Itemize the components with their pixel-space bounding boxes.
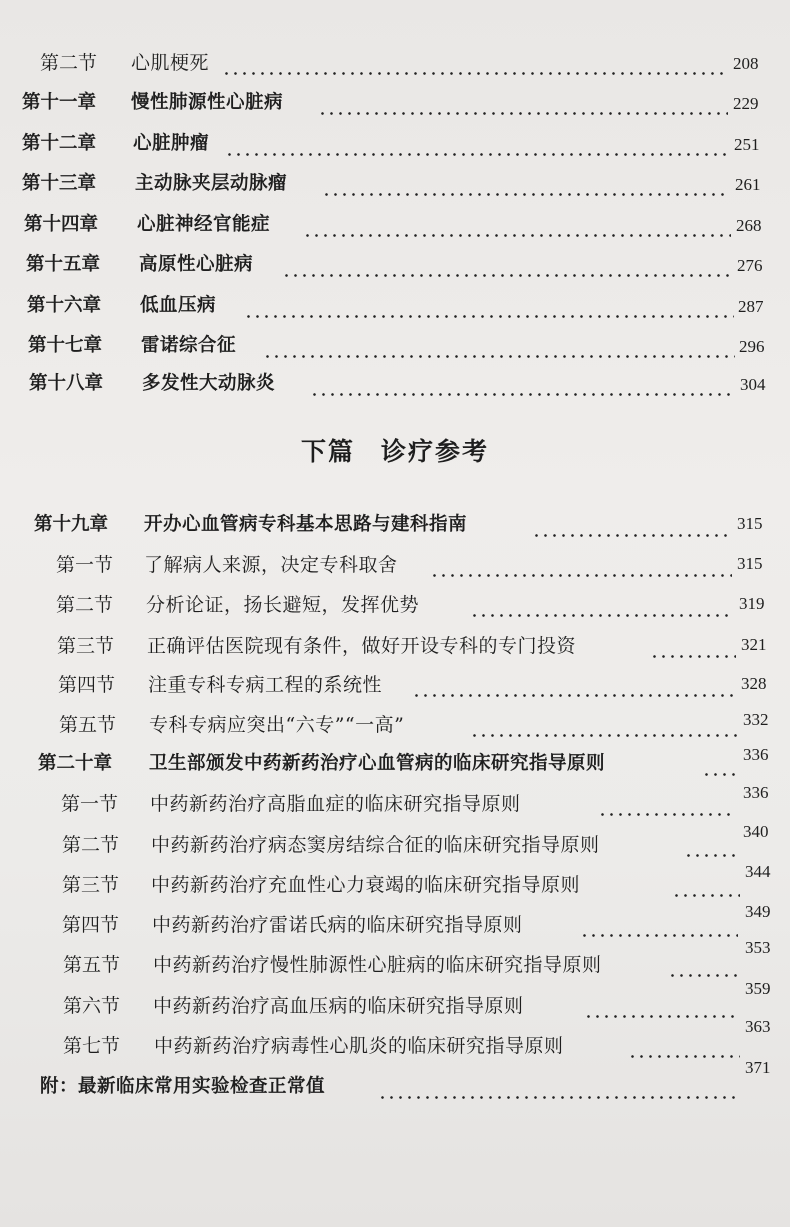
toc-entry: [0, 1017, 790, 1071]
entry-page: 208: [733, 54, 759, 73]
toc-entry: [0, 822, 790, 870]
leader-dots: [322, 193, 730, 196]
toc-entry: [0, 631, 790, 671]
entry-page: 344: [745, 862, 771, 881]
entry-number: 第三节: [57, 635, 115, 657]
entry-page: 287: [738, 297, 764, 316]
entry-page: 359: [745, 979, 771, 998]
entry-page: 319: [739, 594, 765, 613]
leader-dots: [318, 112, 728, 115]
entry-page: 304: [740, 375, 766, 394]
leader-dots: [412, 694, 736, 697]
toc-entry: [0, 331, 790, 371]
leader-dots: [684, 854, 738, 857]
entry-title: 分析论证，扬长避短，发挥优势: [146, 594, 420, 616]
entry-title: 心脏肿瘤: [133, 133, 210, 154]
leader-dots: [222, 72, 727, 75]
entry-number: 第四节: [62, 914, 120, 936]
toc-entry: [0, 169, 790, 209]
entry-page: 229: [733, 94, 759, 113]
entry-page: 371: [745, 1058, 771, 1077]
toc-entry: [0, 291, 790, 331]
entry-number: 第一节: [56, 554, 114, 576]
toc-entry: [0, 510, 790, 550]
toc-entry: [0, 48, 790, 88]
entry-page: 363: [745, 1017, 771, 1036]
entry-number: 第十一章: [22, 92, 97, 113]
entry-page: 261: [735, 175, 761, 194]
entry-number: 第四节: [58, 674, 116, 696]
leader-dots: [672, 894, 740, 897]
part-title: 诊疗参考: [381, 437, 490, 466]
entry-title: 中药新药治疗高血压病的临床研究指导原则: [153, 995, 524, 1017]
entry-page: 328: [741, 674, 767, 693]
entry-number: 第三节: [62, 874, 120, 896]
entry-number: 第五节: [59, 714, 117, 736]
entry-title: 多发性大动脉炎: [142, 373, 276, 394]
entry-title: 中药新药治疗雷诺氏病的临床研究指导原则: [152, 914, 523, 936]
entry-number: 第二十章: [38, 753, 113, 774]
entry-page: 353: [745, 938, 771, 957]
entry-page: 349: [745, 902, 771, 921]
entry-number: 第七节: [63, 1035, 121, 1057]
entry-page: 336: [743, 783, 769, 802]
leader-dots: [310, 393, 736, 396]
entry-title: 高原性心脏病: [139, 254, 254, 275]
part-label: 下篇: [300, 437, 355, 466]
entry-number: 第十四章: [24, 214, 99, 235]
entry-number: 第二节: [40, 52, 98, 74]
entry-title: 心脏神经官能症: [137, 214, 271, 235]
entry-page: 315: [737, 514, 763, 533]
leader-dots: [668, 974, 738, 977]
toc-entry: [0, 1058, 790, 1112]
toc-entry: [0, 710, 790, 750]
entry-page: 315: [737, 554, 763, 573]
entry-number: 第十六章: [27, 295, 102, 316]
toc-entry: [0, 670, 790, 710]
entry-title: 了解病人来源，决定专科取舍: [144, 554, 398, 576]
entry-title: 中药新药治疗高脂血症的临床研究指导原则: [150, 793, 521, 815]
leader-dots: [378, 1096, 740, 1099]
entry-title: 开办心血管病专科基本思路与建科指南: [144, 514, 468, 535]
entry-page: 340: [743, 822, 769, 841]
leader-dots: [263, 355, 735, 358]
toc-entry: [0, 550, 790, 590]
toc-entry: [0, 938, 790, 990]
entry-title: 低血压病: [140, 295, 217, 316]
leader-dots: [282, 274, 732, 277]
entry-page: 336: [743, 745, 769, 764]
leader-dots: [532, 534, 732, 537]
toc-entry: [0, 783, 790, 829]
toc-entry: [0, 902, 790, 950]
toc-entry: [0, 369, 790, 409]
leader-dots: [470, 734, 738, 737]
entry-number: 第十九章: [34, 514, 109, 535]
entry-number: 第一节: [61, 793, 119, 815]
toc-entry: [0, 88, 790, 128]
toc-entry: [0, 250, 790, 290]
entry-title: 慢性肺源性心脏病: [131, 92, 284, 113]
entry-title: 卫生部颁发中药新药治疗心血管病的临床研究指导原则: [149, 753, 606, 774]
entry-title: 中药新药治疗慢性肺源性心脏病的临床研究指导原则: [153, 954, 602, 976]
entry-title: 中药新药治疗病态窦房结综合征的临床研究指导原则: [151, 834, 600, 856]
toc-entry: [0, 745, 790, 789]
leader-dots: [628, 1055, 740, 1058]
toc-entry: [0, 862, 790, 910]
leader-dots: [470, 614, 734, 617]
entry-number: 第二节: [62, 834, 120, 856]
entry-number: 第十三章: [22, 173, 97, 194]
entry-title: 中药新药治疗病毒性心肌炎的临床研究指导原则: [154, 1035, 564, 1057]
leader-dots: [225, 153, 729, 156]
toc-entry: [0, 129, 790, 169]
entry-page: 276: [737, 256, 763, 275]
entry-title: 附：最新临床常用实验检查正常值: [40, 1076, 326, 1097]
leader-dots: [598, 813, 736, 816]
entry-page: 296: [739, 337, 765, 356]
entry-number: 第五节: [63, 954, 121, 976]
entry-title: 专科专病应突出“六专”“一高”: [149, 714, 405, 736]
entry-title: 雷诺综合征: [141, 335, 237, 356]
leader-dots: [584, 1015, 738, 1018]
leader-dots: [303, 234, 731, 237]
entry-number: 第十二章: [22, 133, 97, 154]
entry-page: 332: [743, 710, 769, 729]
entry-number: 第六节: [63, 995, 121, 1017]
toc-entry: [0, 210, 790, 250]
entry-number: 第十八章: [29, 373, 104, 394]
entry-title: 正确评估医院现有条件，做好开设专科的专门投资: [147, 635, 577, 657]
leader-dots: [580, 934, 738, 937]
entry-title: 注重专科专病工程的系统性: [148, 674, 383, 696]
entry-title: 中药新药治疗充血性心力衰竭的临床研究指导原则: [151, 874, 581, 896]
entry-page: 251: [734, 135, 760, 154]
entry-number: 第二节: [56, 594, 114, 616]
leader-dots: [244, 315, 734, 318]
entry-page: 321: [741, 635, 767, 654]
entry-title: 主动脉夹层动脉瘤: [135, 173, 288, 194]
leader-dots: [430, 574, 732, 577]
entry-page: 268: [736, 216, 762, 235]
toc-entry: [0, 590, 790, 630]
entry-number: 第十七章: [28, 335, 103, 356]
leader-dots: [702, 773, 738, 776]
part-heading: [0, 432, 790, 468]
leader-dots: [650, 655, 736, 658]
entry-number: 第十五章: [26, 254, 101, 275]
entry-title: 心肌梗死: [131, 52, 210, 74]
toc-entry: [0, 979, 790, 1031]
